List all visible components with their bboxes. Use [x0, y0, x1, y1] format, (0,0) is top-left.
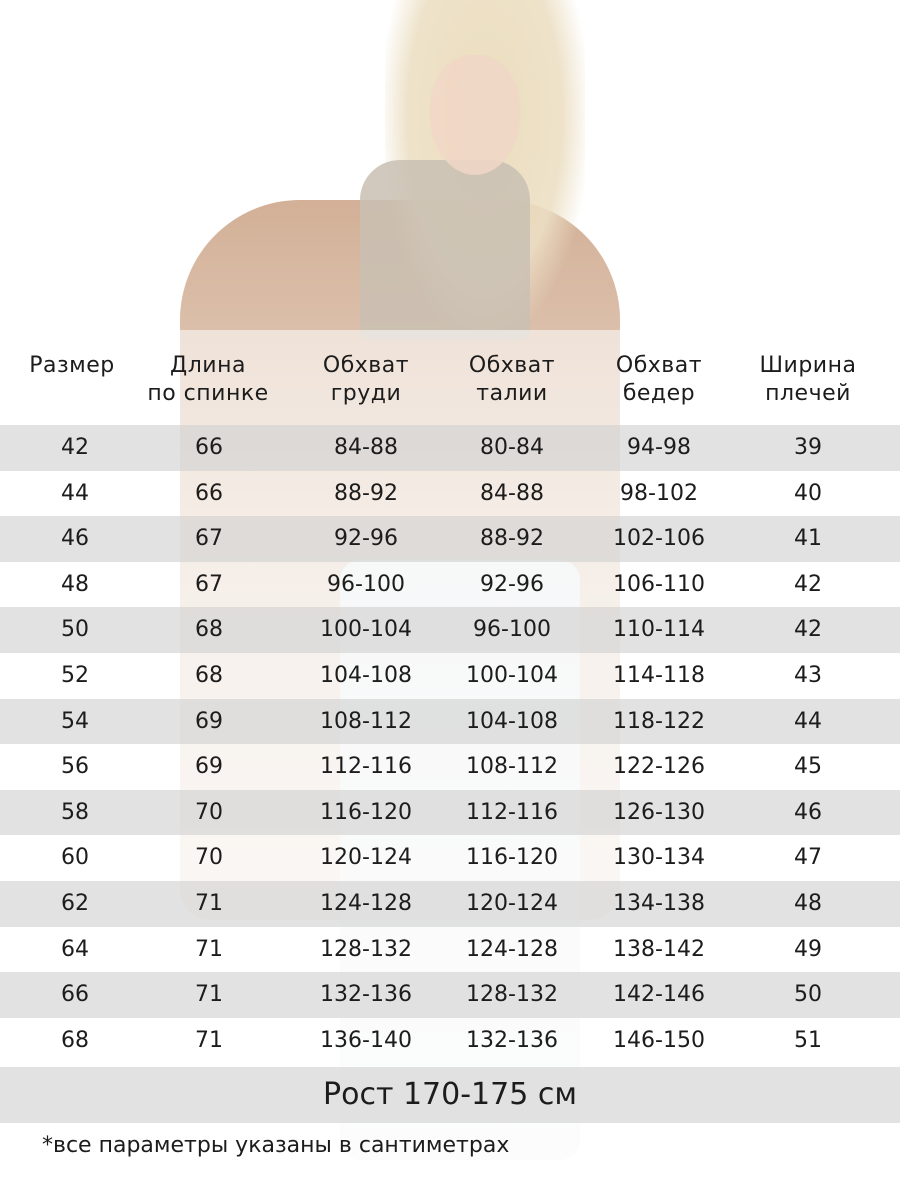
table-cell: 96-100 [473, 617, 551, 643]
table-cell: 128-132 [320, 936, 412, 962]
table-cell: 96-100 [327, 571, 405, 597]
table-cell: 39 [794, 435, 822, 460]
table-cell: 92-96 [334, 526, 398, 552]
table-cell: 71 [195, 890, 223, 916]
header-size: Размер [29, 353, 115, 378]
table-cell: 104-108 [466, 708, 558, 734]
table-cell: 70 [195, 799, 223, 825]
table-row [0, 927, 900, 973]
table-row [0, 972, 900, 1018]
table-cell: 58 [61, 799, 89, 825]
table-cell: 48 [794, 890, 822, 916]
table-row [0, 562, 900, 608]
table-cell: 112-116 [466, 799, 558, 825]
table-cell: 128-132 [466, 982, 558, 1008]
table-cell: 71 [195, 1027, 223, 1053]
table-cell: 50 [61, 617, 89, 643]
table-cell: 132-136 [466, 1027, 558, 1053]
table-cell: 114-118 [613, 662, 705, 688]
header-shoulders: Ширина плечей [759, 353, 857, 406]
table-cell: 134-138 [613, 890, 705, 916]
table-cell: 67 [195, 571, 223, 597]
table-cell: 51 [794, 1027, 822, 1053]
table-cell: 122-126 [613, 754, 705, 780]
table-cell: 110-114 [613, 617, 705, 643]
table-cell: 67 [195, 526, 223, 552]
table-cell: 66 [195, 480, 223, 506]
table-cell: 70 [195, 845, 223, 871]
table-cell: 116-120 [466, 845, 558, 871]
header-hips: Обхват бедер [615, 353, 703, 406]
table-cell: 84-88 [334, 435, 398, 460]
table-row [0, 881, 900, 927]
vest-shape [360, 160, 530, 340]
table-cell: 116-120 [320, 799, 412, 825]
table-row [0, 607, 900, 653]
table-cell: 62 [61, 890, 89, 916]
table-cell: 124-128 [320, 890, 412, 916]
table-cell: 44 [61, 480, 89, 506]
size-table-header [0, 352, 900, 422]
table-cell: 106-110 [613, 571, 705, 597]
size-table-body [0, 425, 900, 1063]
table-cell: 66 [195, 435, 223, 460]
height-band: Рост 170-175 см [0, 1067, 900, 1123]
table-cell: 66 [61, 982, 89, 1008]
table-cell: 142-146 [613, 982, 705, 1008]
table-row [0, 471, 900, 517]
table-cell: 68 [61, 1027, 89, 1053]
header-back-length: Длина по спинке [147, 353, 269, 406]
table-cell: 48 [61, 571, 89, 597]
table-cell: 104-108 [320, 662, 412, 688]
header-waist: Обхват талии [468, 353, 556, 406]
table-cell: 69 [195, 708, 223, 734]
table-cell: 112-116 [320, 754, 412, 780]
table-cell: 40 [794, 480, 822, 506]
table-cell: 108-112 [466, 754, 558, 780]
table-cell: 80-84 [480, 435, 544, 460]
table-cell: 138-142 [613, 936, 705, 962]
table-cell: 54 [61, 708, 89, 734]
table-cell: 132-136 [320, 982, 412, 1008]
table-cell: 64 [61, 936, 89, 962]
footnote: *все параметры указаны в сантиметрах [42, 1133, 510, 1158]
table-cell: 42 [61, 435, 89, 460]
table-row [0, 425, 900, 471]
table-cell: 56 [61, 754, 89, 780]
table-cell: 52 [61, 662, 89, 688]
table-cell: 88-92 [480, 526, 544, 552]
table-cell: 118-122 [613, 708, 705, 734]
table-cell: 98-102 [620, 480, 698, 506]
table-cell: 68 [195, 662, 223, 688]
table-cell: 124-128 [466, 936, 558, 962]
table-cell: 100-104 [320, 617, 412, 643]
table-row [0, 790, 900, 836]
table-cell: 49 [794, 936, 822, 962]
table-cell: 92-96 [480, 571, 544, 597]
table-cell: 68 [195, 617, 223, 643]
table-cell: 43 [794, 662, 822, 688]
table-row [0, 744, 900, 790]
table-cell: 126-130 [613, 799, 705, 825]
table-cell: 50 [794, 982, 822, 1008]
table-cell: 84-88 [480, 480, 544, 506]
table-cell: 94-98 [627, 435, 691, 460]
table-cell: 46 [794, 799, 822, 825]
table-cell: 102-106 [613, 526, 705, 552]
table-cell: 120-124 [466, 890, 558, 916]
table-cell: 130-134 [613, 845, 705, 871]
table-cell: 44 [794, 708, 822, 734]
header-chest: Обхват груди [322, 353, 410, 406]
table-cell: 100-104 [466, 662, 558, 688]
table-cell: 71 [195, 982, 223, 1008]
table-cell: 47 [794, 845, 822, 871]
table-cell: 136-140 [320, 1027, 412, 1053]
table-cell: 71 [195, 936, 223, 962]
table-cell: 146-150 [613, 1027, 705, 1053]
table-cell: 42 [794, 571, 822, 597]
table-row [0, 699, 900, 745]
table-cell: 46 [61, 526, 89, 552]
face-shape [430, 55, 520, 175]
table-cell: 42 [794, 617, 822, 643]
table-row [0, 1018, 900, 1064]
table-cell: 69 [195, 754, 223, 780]
table-cell: 108-112 [320, 708, 412, 734]
table-cell: 45 [794, 754, 822, 780]
table-row [0, 516, 900, 562]
table-cell: 41 [794, 526, 822, 552]
table-cell: 120-124 [320, 845, 412, 871]
table-cell: 60 [61, 845, 89, 871]
table-row [0, 835, 900, 881]
table-row [0, 653, 900, 699]
table-cell: 88-92 [334, 480, 398, 506]
